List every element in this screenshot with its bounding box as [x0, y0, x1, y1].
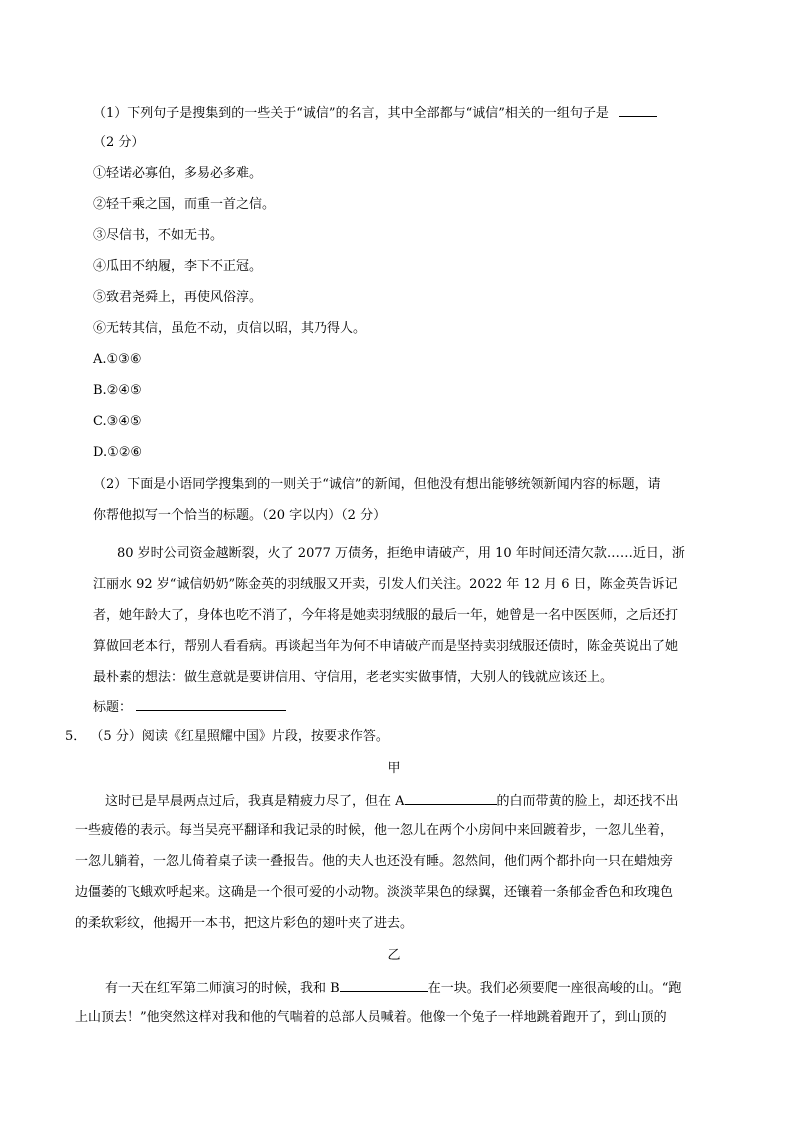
blank-a[interactable]	[405, 790, 497, 805]
q4-1-stem: （1）下列句子是搜集到的一些关于“诚信”的名言，其中全部都与“诚信”相关的一组句子是	[93, 106, 609, 121]
option-d[interactable]: D.①②⑥	[93, 445, 143, 460]
q5-stem-line	[65, 727, 723, 747]
sentence-4: ④瓜田不纳履，李下不正冠。	[93, 259, 263, 274]
sentence-3: ③尽信书，不如无书。	[93, 228, 224, 243]
jia-line-1	[105, 790, 723, 812]
blank-b[interactable]	[340, 977, 428, 992]
sentence-1: ①轻诺必寡伯，多易必多难。	[93, 166, 263, 181]
news-line-1: 80 岁时公司资金越断裂，火了 2077 万债务，拒绝申请破产，用 10 年时间还清欠款……近日，浙	[117, 546, 685, 561]
option-b[interactable]: B.②④⑤	[93, 383, 142, 398]
answer-blank[interactable]	[619, 102, 657, 117]
q4-1-stem-line	[93, 102, 723, 124]
title-answer-line	[93, 696, 723, 718]
news-line-5: 最朴素的想法：做生意就是要讲信用、守信用，老老实实做事情，大别人的钱就应该还上。	[93, 670, 614, 685]
sentence-6: ⑥无转其信，虽危不动，贞信以昭，其乃得人。	[93, 321, 367, 336]
jia-line-5: 的柔软彩纹，他揭开一本书，把这片彩色的翅叶夹了进去。	[75, 916, 414, 931]
q4-2-stem-line-1: （2）下面是小语同学搜集到的一则关于“诚信”的新闻，但他没有想出能够统领新闻内容的标题，请	[93, 477, 661, 492]
q5-stem: （5 分）阅读《红星照耀中国》片段，按要求作答。	[90, 729, 389, 744]
news-line-3: 者，她年龄大了，身体也吃不消了，今年将是她卖羽绒服的最后一年，她曾是一名中医医师，之后还打	[93, 608, 679, 623]
jia-line-1-after: 的白而带黄的脸上，却还找不出	[496, 794, 679, 809]
passage-yi-heading: 乙	[387, 948, 401, 963]
jia-line-3: 一忽儿躺着，一忽儿倚着桌子读一叠报告。他的夫人也还没有睡。忽然间，他们两个都扑向一只在蜡烛旁	[75, 854, 674, 869]
option-c[interactable]: C.③④⑤	[93, 414, 142, 429]
yi-line-1-before: 有一天在红军第二师演习的时候，我和 B	[105, 981, 340, 996]
q4-1-points: （2 分）	[93, 135, 145, 150]
jia-line-1-before: 这时已是早晨两点过后，我真是精疲力尽了，但在 A	[105, 794, 405, 809]
news-line-2: 江丽水 92 岁“诚信奶奶”陈金英的羽绒服又开卖，引发人们关注。2022 年 12 月 6 日，陈金英告诉记	[93, 577, 678, 592]
news-line-4: 算做回老本行，帮别人看看病。再谈起当年为何不申请破产而是坚持卖羽绒服还债时，陈金英说出了她	[93, 639, 679, 654]
yi-line-2: 上山顶去！”他突然这样对我和他的气喘着的总部人员喊着。他像一个兔子一样地跳着跑开了，到山顶的	[75, 1010, 667, 1025]
sentence-2: ②轻千乘之国，而重一首之信。	[93, 197, 276, 212]
jia-line-2: 一些疲倦的表示。每当吴亮平翻译和我记录的时候，他一忽儿在两个小房间中来回踱着步，一忽儿坐着，	[75, 823, 674, 838]
sentence-5: ⑤致君尧舜上，再使风俗淳。	[93, 290, 263, 305]
title-label: 标题：	[93, 700, 133, 715]
q5-number: 5．	[65, 729, 87, 744]
yi-line-1-after: 在一块。我们必须要爬一座很高峻的山。“跑	[427, 981, 682, 996]
option-a[interactable]: A.①③⑥	[93, 352, 142, 367]
yi-line-1	[105, 977, 723, 999]
jia-line-4: 边僵萎的飞蛾欢呼起来。这确是一个很可爱的小动物。淡淡苹果色的绿翼，还镶着一条郁金香色和玫瑰色	[75, 885, 674, 900]
passage-jia-heading: 甲	[387, 761, 401, 776]
title-answer-blank[interactable]	[136, 696, 286, 711]
q4-2-stem-line-2: 你帮他拟写一个恰当的标题。（20 字以内）（2 分）	[93, 508, 387, 523]
